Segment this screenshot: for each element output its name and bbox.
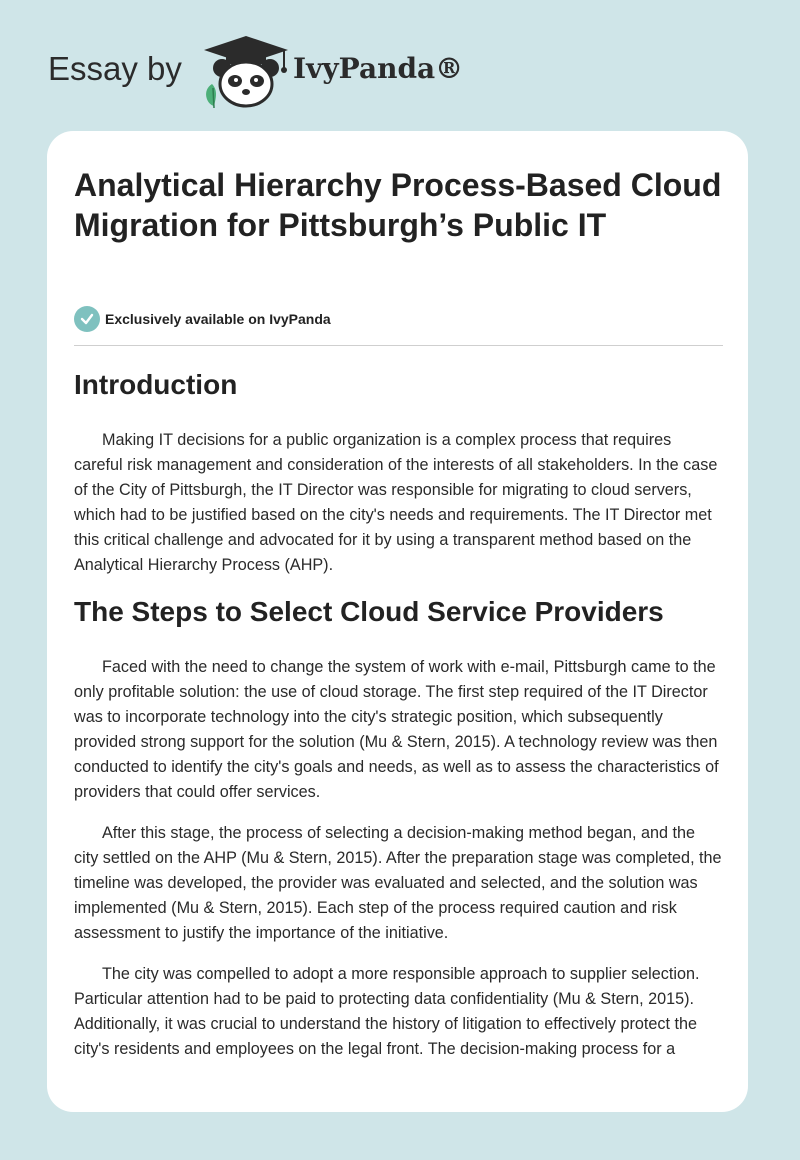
availability-badge (74, 306, 331, 332)
badge-label: Exclusively available on IvyPanda (105, 311, 331, 327)
paragraph: Making IT decisions for a public organization is a complex process that requires careful risk management and consideration of the interests of all stakeholders. In the case of the City of Pittsburgh, the IT Director was responsible for migrating to cloud servers, which had to be justified based on the city's needs and requirements. The IT Director met this critical challenge and advocated for it by using a transparent method based on the Analytical Hierarchy Process (AHP). (74, 431, 718, 574)
paragraph: After this stage, the process of selecting a decision-making method began, and the city settled on the AHP (Mu & Stern, 2015). After the preparation stage was completed, the timeline was developed, the provider was evaluated and selected, and the solution was implemented (Mu & Stern, 2015). Each step of the process required caution and risk assessment to justify the importance of the initiative. (74, 824, 722, 942)
panda-logo-icon[interactable] (200, 34, 292, 110)
paragraph: Faced with the need to change the system of work with e-mail, Pittsburgh came to the only profitable solution: the use of cloud storage. The first step required of the IT Director was to incorporate technology into the city's strategic position, which subsequently provided strong support for the solution (Mu & Stern, 2015). A technology review was then conducted to identify the city's goals and needs, as well as to assess the characteristics of providers that could offer services. (74, 658, 719, 801)
header-prefix: Essay by (48, 50, 182, 87)
page-title: Analytical Hierarchy Process-Based Cloud Migration for Pittsburgh’s Public IT (74, 167, 722, 243)
site-header (0, 0, 800, 130)
check-circle-icon (74, 306, 100, 332)
brand-name[interactable]: IvyPanda® (293, 52, 464, 85)
section-heading: The Steps to Select Cloud Service Providers (74, 596, 664, 627)
paragraph: The city was compelled to adopt a more responsible approach to supplier selection. Particular attention had to be paid to protecting data confidentiality (Mu & Stern, 2015). Additionally, it was crucial to understand the history of litigation to effectively protect the city's residents and employees on the legal front. The decision-making process for a (74, 965, 700, 1058)
essay-card (47, 131, 748, 1112)
divider (74, 345, 723, 346)
section-heading: Introduction (74, 369, 238, 400)
